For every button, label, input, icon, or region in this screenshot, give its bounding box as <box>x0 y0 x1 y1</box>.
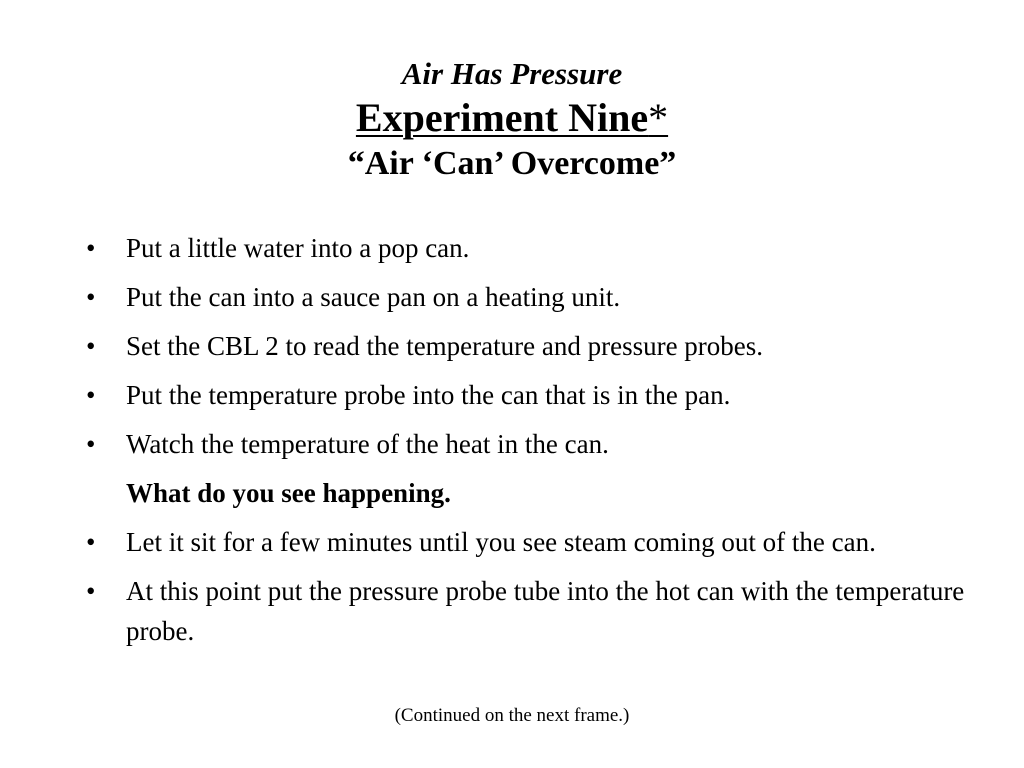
list-item-text: Watch the temperature of the heat in the can. <box>126 429 609 459</box>
bullet-icon: • <box>86 331 96 361</box>
list-item <box>86 228 966 268</box>
list-item <box>86 277 966 317</box>
question-line <box>86 473 966 513</box>
instruction-list <box>86 228 966 660</box>
title-block <box>0 54 1024 186</box>
bullet-icon: • <box>86 576 96 606</box>
list-item-text: Put the temperature probe into the can that is in the pan. <box>126 380 731 410</box>
list-item-text: Set the CBL 2 to read the temperature and pressure probes. <box>126 331 764 361</box>
bullet-icon: • <box>86 527 96 557</box>
bullet-icon: • <box>86 380 96 410</box>
list-item <box>86 375 966 415</box>
list-item <box>86 571 966 651</box>
slide-subtitle: Air Has Pressure <box>401 56 623 91</box>
list-item-text: Put the can into a sauce pan on a heating unit. <box>126 282 621 312</box>
slide-title <box>0 94 1024 142</box>
bullet-icon: • <box>86 233 96 263</box>
list-item-text: Let it sit for a few minutes until you see steam coming out of the can. <box>126 527 876 557</box>
list-item <box>86 522 966 562</box>
question-text: What do you see happening. <box>126 478 451 508</box>
list-item <box>86 326 966 366</box>
slide-tagline: “Air ‘Can’ Overcome” <box>347 145 677 182</box>
list-item-text: At this point put the pressure probe tube into the hot can with the temperature probe. <box>126 576 965 646</box>
slide-title-text: Experiment Nine <box>355 95 649 140</box>
slide-title-asterisk: * <box>648 95 669 140</box>
list-item-text: Put a little water into a pop can. <box>126 233 470 263</box>
bullet-icon: • <box>86 429 96 459</box>
continued-note: (Continued on the next frame.) <box>394 705 630 726</box>
list-item <box>86 424 966 464</box>
bullet-icon: • <box>86 282 96 312</box>
